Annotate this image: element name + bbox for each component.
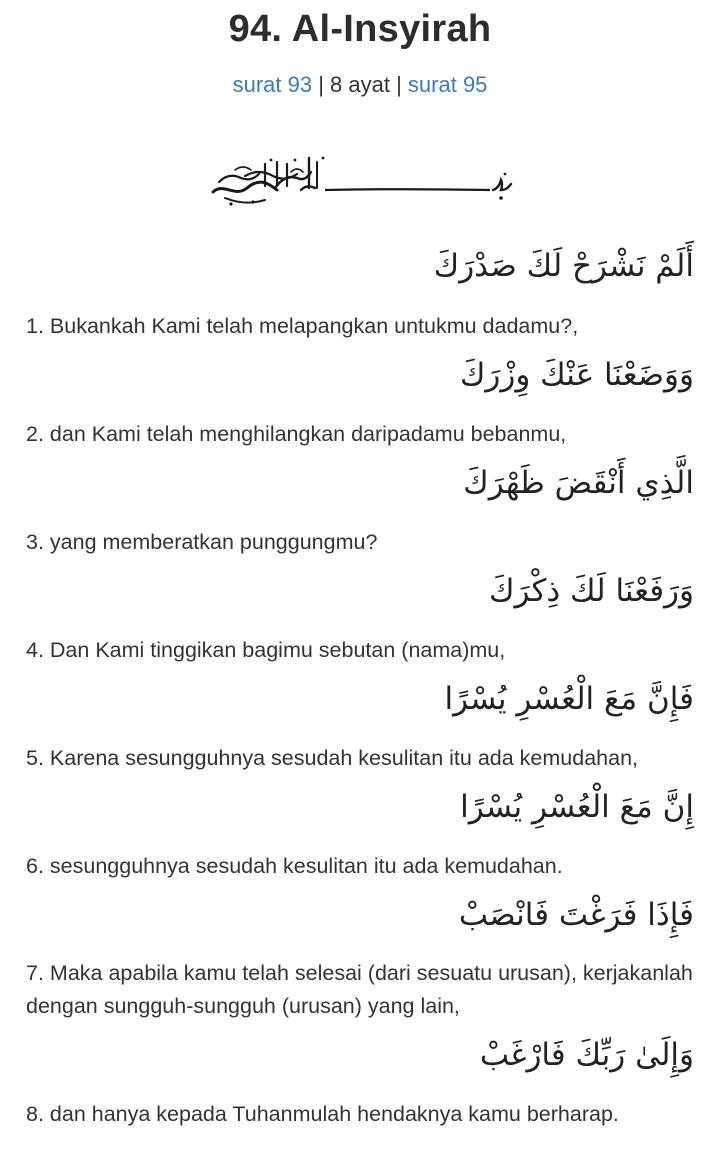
surah-navigation: [0, 72, 720, 98]
verse-6-translation: 6. sesungguhnya sesudah kesulitan itu ada kemudahan.: [26, 854, 563, 878]
verse-8-arabic: وَإِلَىٰ رَبِّكَ فَارْغَبْ: [479, 1037, 694, 1073]
basmala-calligraphy: [205, 152, 515, 214]
nav-separator: |: [389, 72, 408, 97]
verse-3-arabic: الَّذِي أَنْقَضَ ظَهْرَكَ: [463, 465, 694, 501]
nav-separator: |: [312, 72, 331, 97]
verse-8-translation: 8. dan hanya kepada Tuhanmulah hendaknya kamu berharap.: [26, 1102, 619, 1126]
verse-7-arabic: فَإِذَا فَرَغْتَ فَانْصَبْ: [458, 897, 694, 933]
ayat-count: 8 ayat: [330, 72, 390, 97]
page-title: 94. Al-Insyirah: [228, 8, 492, 50]
verse-1-translation: 1. Bukankah Kami telah melapangkan untukmu dadamu?,: [26, 314, 579, 338]
verse-4-translation: 4. Dan Kami tinggikan bagimu sebutan (nama)mu,: [26, 638, 506, 662]
verse-6-arabic: إِنَّ مَعَ الْعُسْرِ يُسْرًا: [460, 789, 694, 825]
verse-2-translation: 2. dan Kami telah menghilangkan daripadamu bebanmu,: [26, 422, 567, 446]
verse-1-arabic: أَلَمْ نَشْرَحْ لَكَ صَدْرَكَ: [433, 248, 694, 284]
verse-2-arabic: وَوَضَعْنَا عَنْكَ وِزْرَكَ: [459, 357, 694, 393]
prev-surah-link[interactable]: surat 93: [232, 72, 313, 97]
verse-5-arabic: فَإِنَّ مَعَ الْعُسْرِ يُسْرًا: [444, 681, 694, 717]
verse-4-arabic: وَرَفَعْنَا لَكَ ذِكْرَكَ: [488, 573, 694, 609]
verse-7-translation: 7. Maka apabila kamu telah selesai (dari sesuatu urusan), kerjakanlah dengan sungguh-sungguh (urusan) yang lain,: [26, 961, 693, 1018]
next-surah-link[interactable]: surat 95: [407, 72, 488, 97]
verse-3-translation: 3. yang memberatkan punggungmu?: [26, 530, 378, 554]
verse-5-translation: 5. Karena sesungguhnya sesudah kesulitan itu ada kemudahan,: [26, 746, 638, 770]
